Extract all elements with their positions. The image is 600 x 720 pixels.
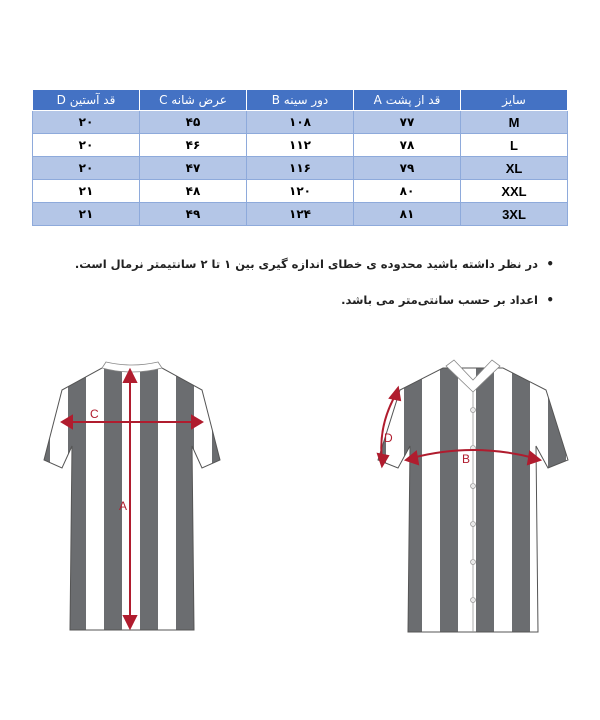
table-row bbox=[33, 157, 568, 180]
cell-sleeve-length: ۲۱ bbox=[33, 180, 140, 203]
cell-back-length: ۷۸ bbox=[354, 134, 461, 157]
cell-sleeve-length: ۲۰ bbox=[33, 111, 140, 134]
cell-size: XL bbox=[461, 157, 568, 180]
cell-chest: ۱۱۶ bbox=[247, 157, 354, 180]
note-measurement-error: • در نظر داشته باشید محدوده ی خطای اندازه گیری بین ۱ تا ۲ سانتیمتر نرمال است. bbox=[74, 256, 554, 272]
shirt-back-diagram bbox=[32, 350, 232, 650]
cell-shoulder-width: ۴۸ bbox=[140, 180, 247, 203]
cell-size: M bbox=[461, 111, 568, 134]
measurement-notes bbox=[74, 256, 554, 328]
cell-back-length: ۷۹ bbox=[354, 157, 461, 180]
cell-back-length: ۸۰ bbox=[354, 180, 461, 203]
size-chart-header-row bbox=[33, 90, 568, 111]
measure-d-label: D bbox=[384, 431, 393, 445]
table-row bbox=[33, 180, 568, 203]
header-back-length: قد از پشت A bbox=[354, 90, 461, 111]
cell-sleeve-length: ۲۱ bbox=[33, 203, 140, 226]
measure-c-label: C bbox=[90, 407, 99, 421]
cell-sleeve-length: ۲۰ bbox=[33, 157, 140, 180]
measure-a-label: A bbox=[119, 499, 128, 513]
table-row bbox=[33, 111, 568, 134]
shirt-front-diagram bbox=[368, 350, 578, 650]
measure-b-label: B bbox=[462, 452, 471, 466]
cell-shoulder-width: ۴۵ bbox=[140, 111, 247, 134]
header-chest: دور سینه B bbox=[247, 90, 354, 111]
header-shoulder-width: عرض شانه C bbox=[140, 90, 247, 111]
cell-shoulder-width: ۴۷ bbox=[140, 157, 247, 180]
cell-size: L bbox=[461, 134, 568, 157]
cell-sleeve-length: ۲۰ bbox=[33, 134, 140, 157]
cell-size: XXL bbox=[461, 180, 568, 203]
cell-shoulder-width: ۴۶ bbox=[140, 134, 247, 157]
cell-chest: ۱۲۴ bbox=[247, 203, 354, 226]
size-chart-table bbox=[32, 89, 568, 226]
cell-back-length: ۷۷ bbox=[354, 111, 461, 134]
shirt-back-body bbox=[44, 368, 220, 630]
table-row bbox=[33, 134, 568, 157]
table-row bbox=[33, 203, 568, 226]
note-units: • اعداد بر حسب سانتی‌متر می باشد. bbox=[74, 292, 554, 308]
header-size: سایز bbox=[461, 90, 568, 111]
cell-chest: ۱۰۸ bbox=[247, 111, 354, 134]
cell-chest: ۱۱۲ bbox=[247, 134, 354, 157]
cell-back-length: ۸۱ bbox=[354, 203, 461, 226]
header-sleeve-length: قد آستین D bbox=[33, 90, 140, 111]
cell-shoulder-width: ۴۹ bbox=[140, 203, 247, 226]
cell-size: 3XL bbox=[461, 203, 568, 226]
cell-chest: ۱۲۰ bbox=[247, 180, 354, 203]
